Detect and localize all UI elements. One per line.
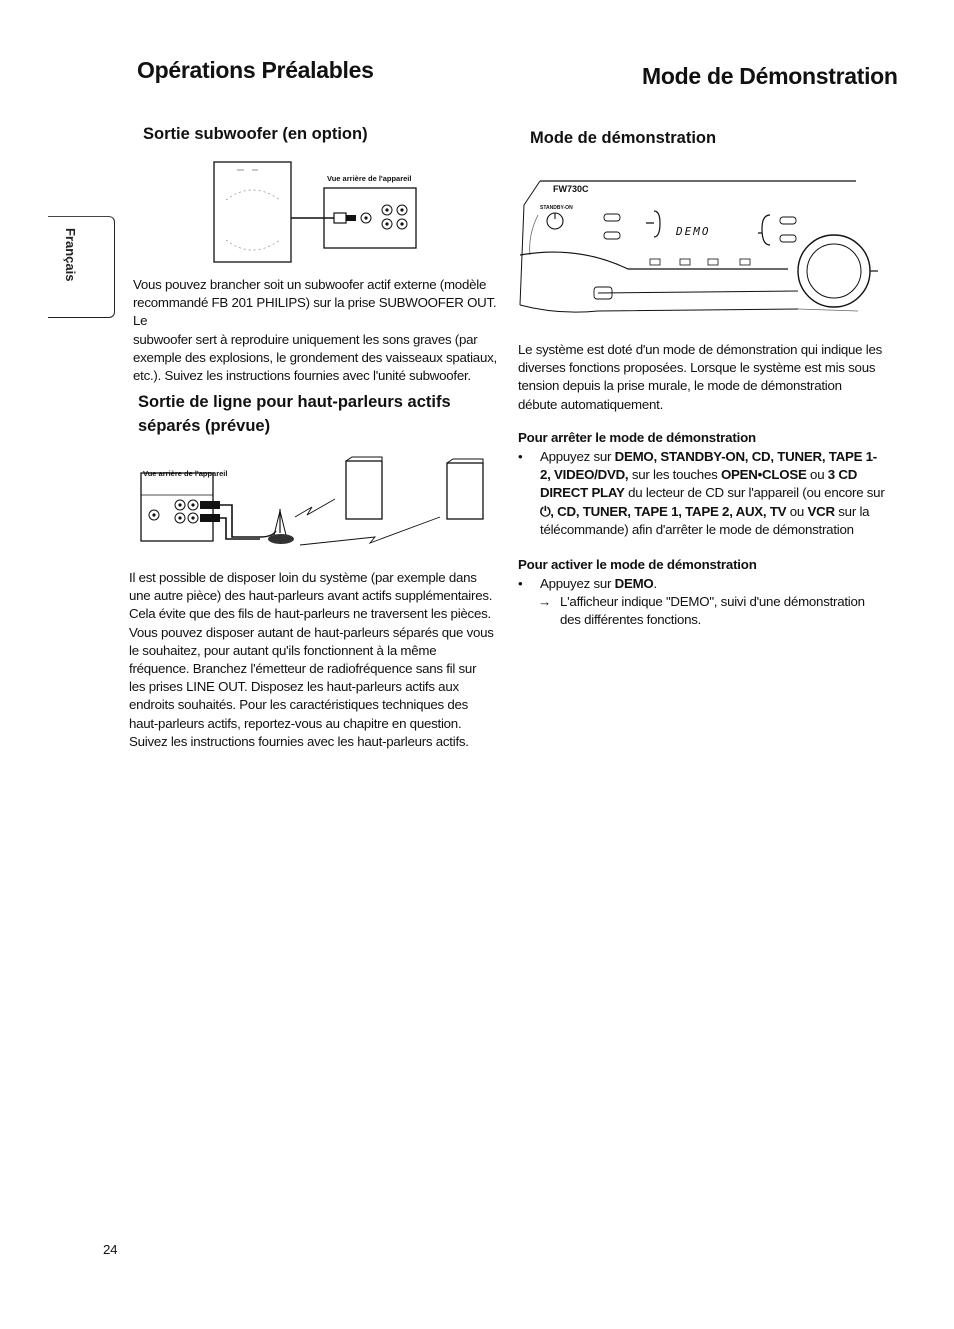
start-demo-instructions: • Appuyez sur DEMO. → L'afficheur indique "DEMO", suivi d'une démonstration des différentes fonctions. (518, 576, 865, 628)
left-page-title: Opérations Préalables (137, 57, 374, 83)
line-out-heading: Sortie de ligne pour haut-parleurs actifs séparés (prévue) (138, 393, 451, 435)
line-out-paragraph: Il est possible de disposer loin du système (par exemple dans une autre pièce) des haut-parleurs avant actifs supplémentaires. Cela évite que des fils de haut-parleurs ne traversent les pièces. Vous pouvez disposer autant de haut-parleurs séparés que vous le souhaitez, pour autant qu'ils fonctionnent à la même fréquence. Branchez l'émetteur de radiofréquence sans fil sur les prises LINE OUT. Disposez les haut-parleurs actifs aux endroits souhaités. Pour les caractéristiques techniques des haut-parleurs actifs, reportez-vous au chapitre en question. Suivez les instructions fournies avec les haut-parleurs actifs. (129, 570, 494, 749)
language-tab-label: Français (63, 228, 78, 282)
subwoofer-figure-caption: Vue arrière de l'appareil (327, 174, 412, 183)
start-demo-heading: Pour activer le mode de démonstration (518, 557, 757, 572)
device-model-label: FW730C (553, 184, 589, 194)
device-front-panel-figure (518, 175, 883, 325)
line-out-figure-caption: Vue arrière de l'appareil (143, 469, 228, 478)
bullet: • (518, 449, 523, 464)
standby-label: STANDBY-ON (540, 205, 573, 211)
bullet: • (518, 576, 523, 591)
subwoofer-paragraph: Vous pouvez brancher soit un subwoofer actif externe (modèle recommandé FB 201 PHILIPS) sur la prise SUBWOOFER OUT. Le subwoofer sert à reproduire uniquement les sons graves (par exemple des explosions, le grondement des vaisseaux spatiaux, etc.). Suivez les instructions fournies avec l'unité subwoofer. (133, 277, 497, 384)
stop-demo-heading: Pour arrêter le mode de démonstration (518, 430, 756, 445)
demo-intro-paragraph: Le système est doté d'un mode de démonstration qui indique les diverses fonctions proposées. Lorsque le système est mis sous tension depuis la prise murale, le mode de démonstration débute automatiquement. (518, 342, 883, 412)
result-arrow-icon: → (538, 594, 552, 610)
demo-heading: Mode de démonstration (530, 129, 717, 147)
device-display-text: DEMO (676, 225, 711, 238)
right-page-title: Mode de Démonstration (642, 63, 898, 89)
page-number: 24 (103, 1242, 118, 1257)
subwoofer-heading: Sortie subwoofer (en option) (143, 125, 368, 143)
stop-demo-instructions: • Appuyez sur DEMO, STANDBY-ON, CD, TUNER, TAPE 1- 2, VIDEO/DVD, sur les touches OPEN•CLOSE ou 3 CD DIRECT PLAY du lecteur de CD sur l'appareil (ou encore sur ⏻, CD, TUNER, TAPE 1, TAPE 2, AUX, TV ou VCR sur la télécommande) afin d'arrêter le mode de démonstration (518, 449, 885, 537)
